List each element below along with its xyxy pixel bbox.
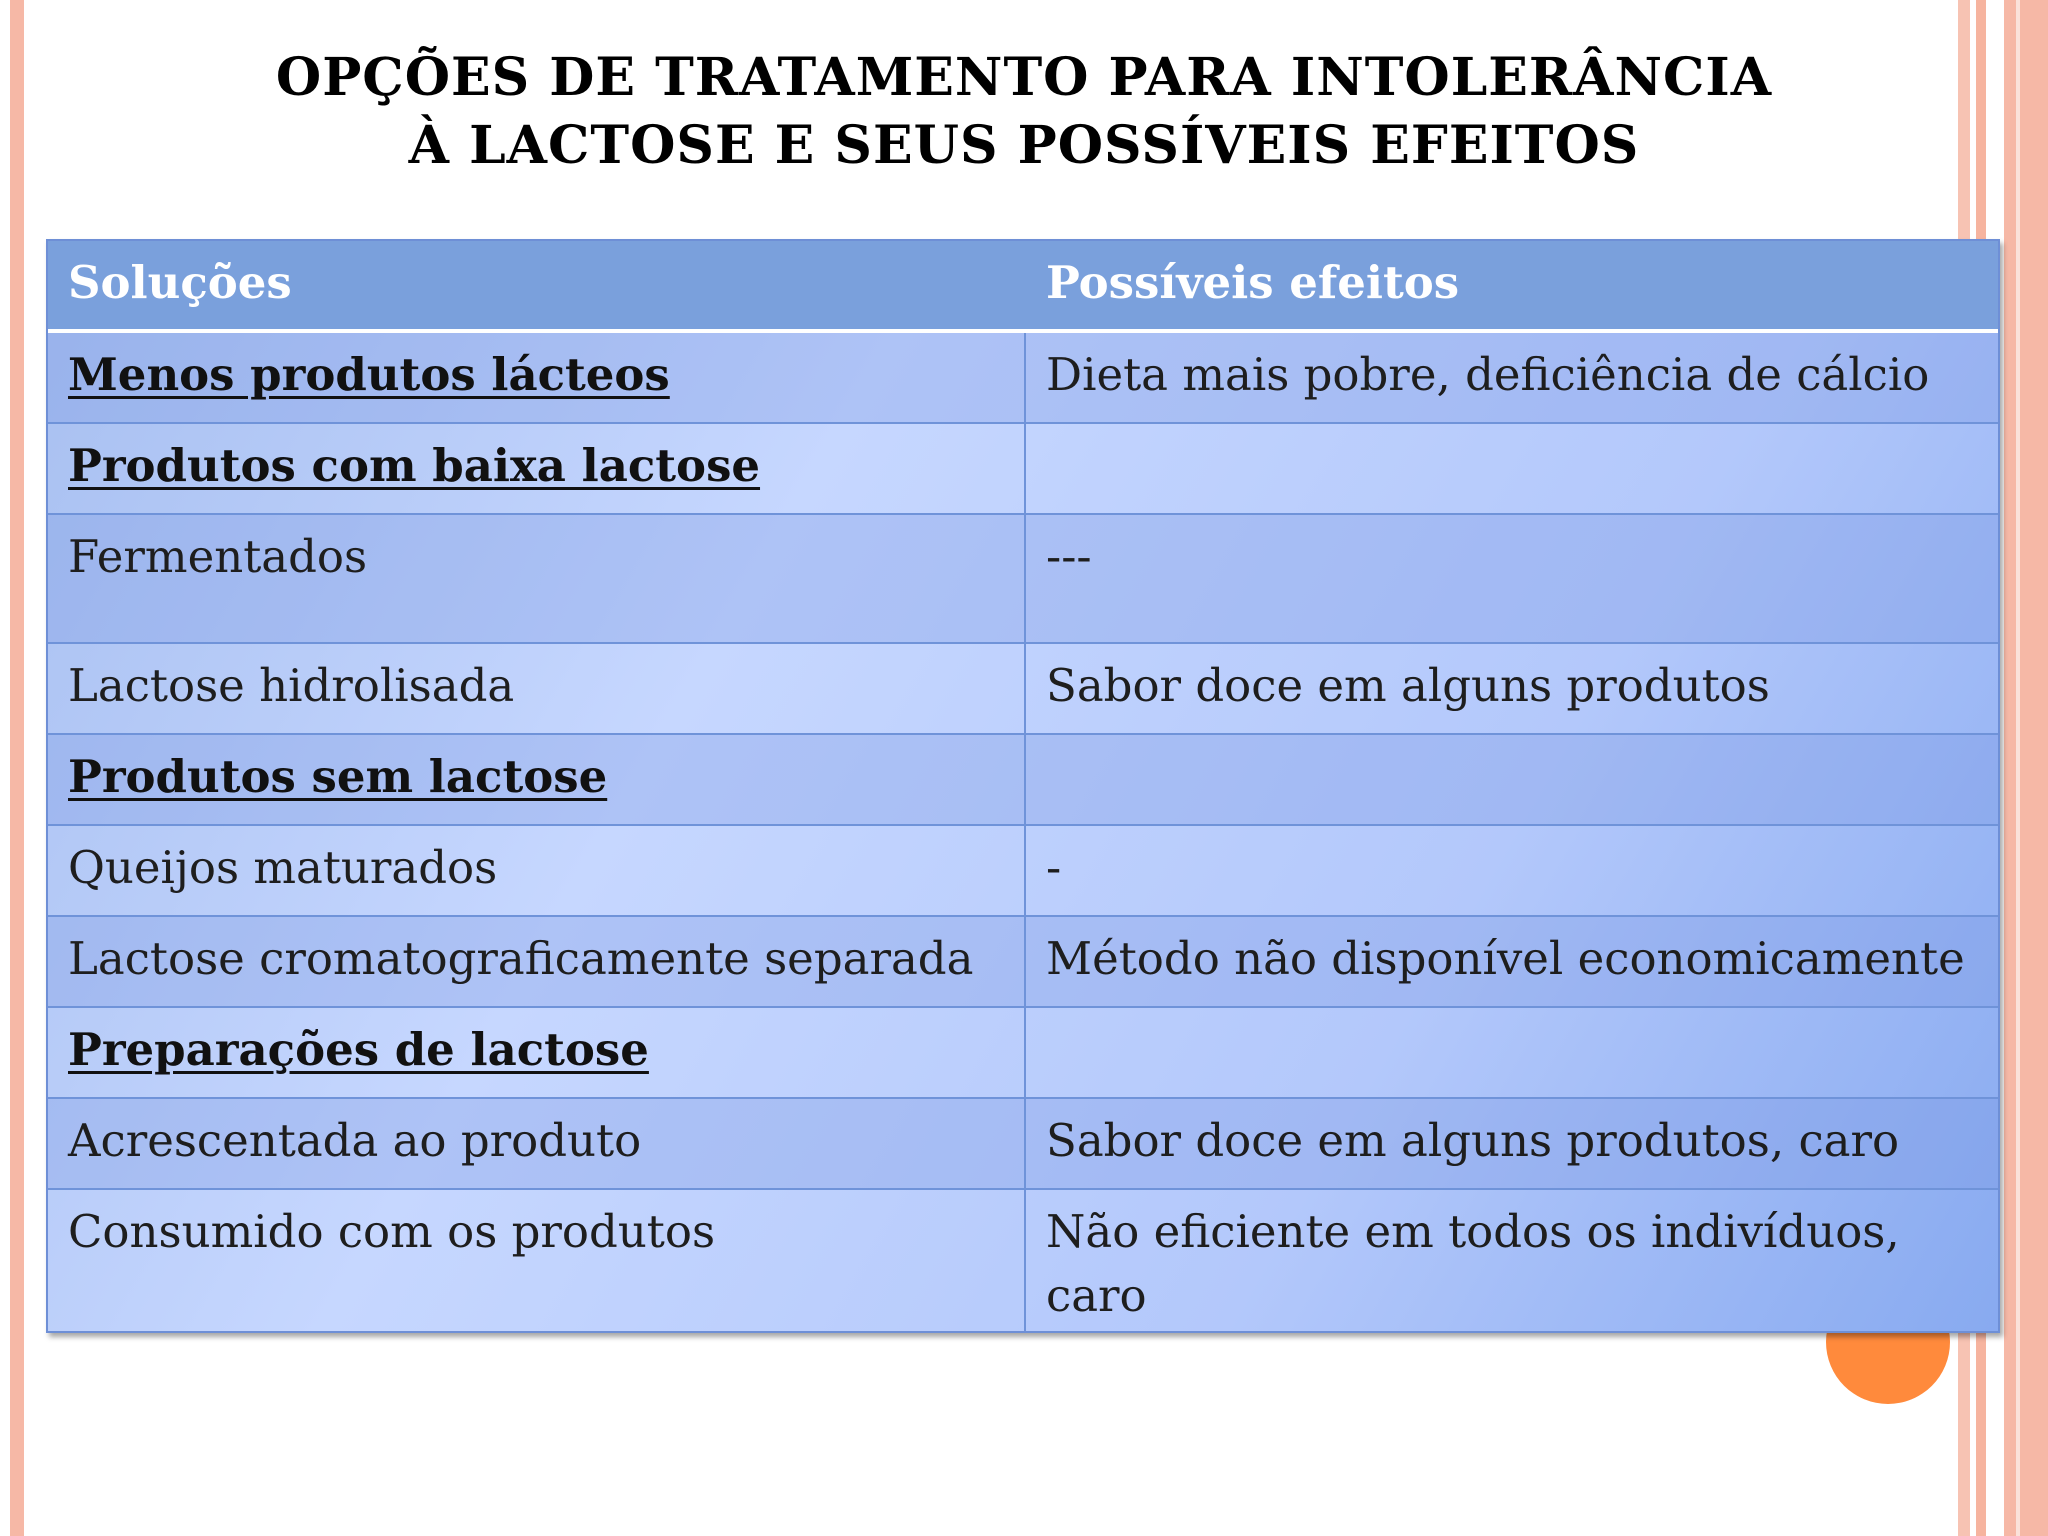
solution-cell — [48, 735, 1026, 824]
effect-cell — [1026, 735, 2002, 824]
left-decorative-stripe — [10, 0, 24, 1536]
slide-title-line-2: À LACTOSE E SEUS POSSÍVEIS EFEITOS — [408, 115, 1640, 176]
header-solutions: Soluções — [68, 256, 292, 309]
effect-cell: Sabor doce em alguns produtos — [1046, 659, 1770, 712]
solution-cell: Lactose cromatograficamente separada — [48, 917, 1026, 1006]
table-row — [48, 644, 1998, 735]
slide-title — [0, 44, 2048, 180]
solution-cell — [48, 424, 1026, 513]
right-decorative-stripe — [2004, 0, 2048, 1536]
table-row — [48, 1099, 1998, 1190]
table-row — [48, 735, 1998, 826]
effect-cell: Método não disponível economicamente — [1046, 932, 1965, 985]
category-label: Menos produtos lácteos — [68, 348, 670, 401]
effect-cell: Dieta mais pobre, deficiência de cálcio — [1046, 348, 1930, 401]
effect-cell — [1026, 424, 2002, 513]
effect-cell — [1026, 1008, 2002, 1097]
header-effects: Possíveis efeitos — [1046, 256, 1460, 309]
right-decorative-stripe — [2016, 0, 2020, 1536]
category-label: Preparações de lactose — [68, 1023, 649, 1076]
solution-cell: Fermentados — [48, 515, 1026, 642]
table-row — [48, 515, 1998, 644]
table-row — [48, 1190, 1998, 1331]
solution-cell: Consumido com os produtos — [48, 1190, 1026, 1331]
slide-title-line-1: OPÇÕES DE TRATAMENTO PARA INTOLERÂNCIA — [275, 47, 1773, 108]
effect-cell: Sabor doce em alguns produtos, caro — [1046, 1114, 1900, 1167]
effect-cell: - — [1046, 841, 1062, 894]
table-row — [48, 1008, 1998, 1099]
table-row — [48, 917, 1998, 1008]
solution-cell: Queijos maturados — [48, 826, 1026, 915]
table-row — [48, 826, 1998, 917]
table-header-row — [48, 241, 1998, 333]
solution-cell: Lactose hidrolisada — [48, 644, 1026, 733]
solution-cell: Acrescentada ao produto — [48, 1099, 1026, 1188]
solution-cell — [48, 1008, 1026, 1097]
table-row — [48, 333, 1998, 424]
solution-cell — [48, 333, 1026, 422]
effect-cell: Não eficiente em todos os indivíduos, caro — [1046, 1205, 1900, 1322]
table-row — [48, 424, 1998, 515]
effect-cell: --- — [1046, 530, 1092, 583]
category-label: Produtos sem lactose — [68, 750, 608, 803]
category-label: Produtos com baixa lactose — [68, 439, 761, 492]
treatment-table — [46, 239, 2000, 1333]
